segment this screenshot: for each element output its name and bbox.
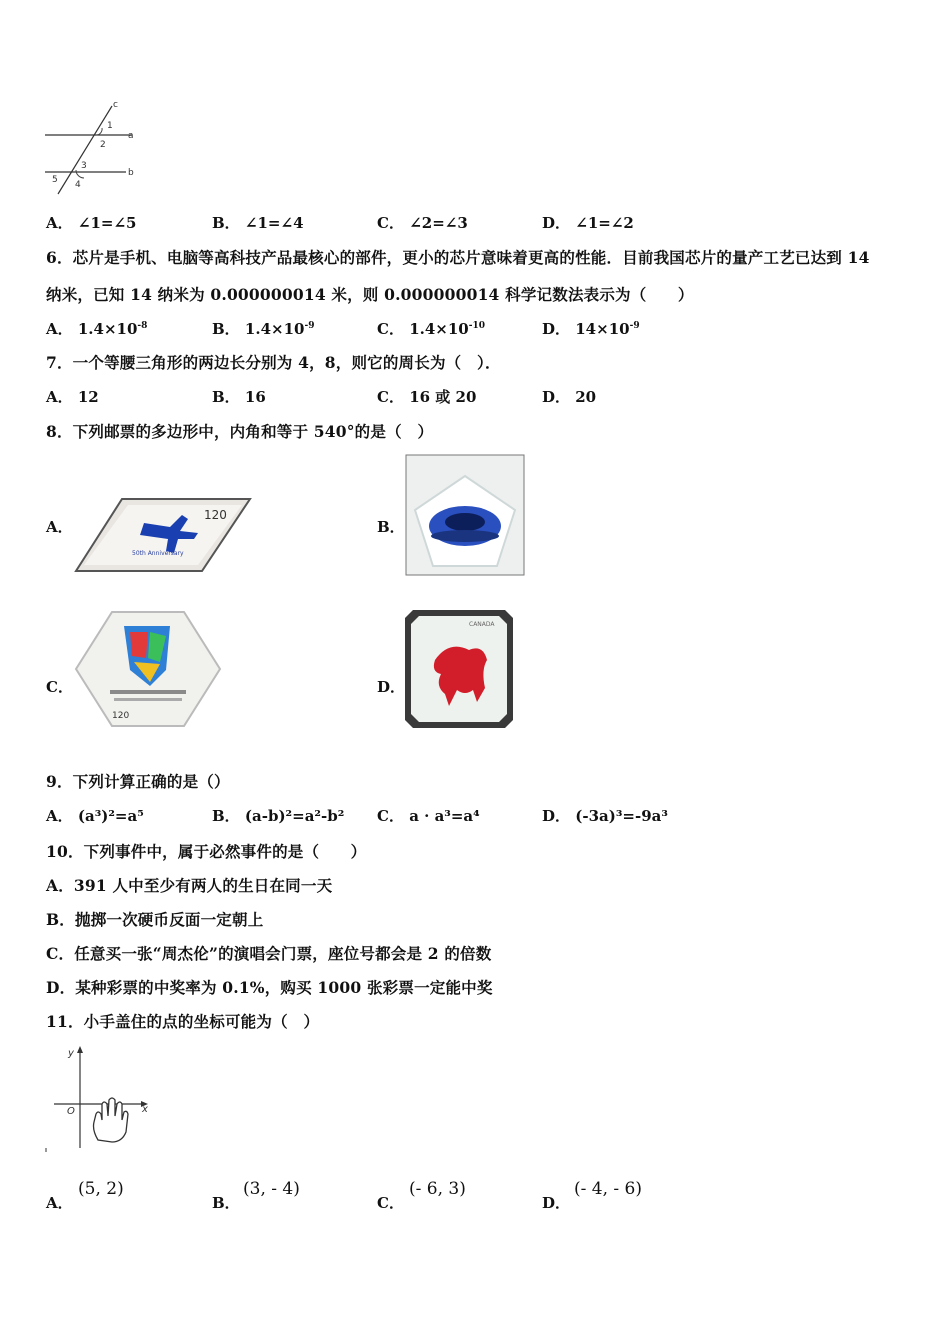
line-c (58, 106, 112, 194)
q6-stem-line1: 6．芯片是手机、电脑等高科技产品最核心的部件，更小的芯片意味着更高的性能．目前我国芯片的量产工艺已达到 14 (46, 248, 870, 267)
q11-stem: 11．小手盖住的点的坐标可能为（ ） (46, 1012, 320, 1031)
svg-text:50th Anniversary: 50th Anniversary (132, 550, 184, 557)
q9-option-c[interactable]: C． a · a³=a⁴ (377, 807, 480, 825)
q11-option-d-coord: (- 4, - 6) (574, 1179, 642, 1199)
stamp-pentagon[interactable] (405, 454, 525, 576)
q9-stem: 9．下列计算正确的是（） (46, 772, 230, 791)
q8-option-b-label[interactable]: B． (377, 518, 405, 536)
q8-option-c-label[interactable]: C． (46, 678, 73, 696)
q6-option-d[interactable]: D． $14\times 10^{-9}$ (542, 320, 640, 338)
q11-option-a-coord: (5, 2) (78, 1179, 124, 1199)
q6-option-c[interactable]: C． $1.4\times 10^{-10}$ (377, 320, 485, 338)
q7-option-b[interactable]: B． 16 (212, 388, 266, 406)
label-3: 3 (81, 161, 87, 171)
q11-option-b-coord: (3, - 4) (243, 1179, 300, 1199)
q10-stem: 10．下列事件中，属于必然事件的是（ ） (46, 842, 367, 861)
q7-stem: 7．一个等腰三角形的两边长分别为 4，8，则它的周长为（ ）． (46, 353, 501, 372)
label-5: 5 (52, 175, 58, 185)
q8-option-d-label[interactable]: D． (377, 678, 406, 696)
q9-option-d[interactable]: D． (-3a)³=-9a³ (542, 807, 668, 825)
coordinate-hand-figure (44, 1044, 154, 1152)
q5-option-d[interactable]: D． ∠1=∠2 (542, 214, 634, 232)
q10-option-a[interactable]: A．391 人中至少有两人的生日在同一天 (46, 876, 333, 895)
q10-option-c[interactable]: C．任意买一张“周杰伦”的演唱会门票，座位号都会是 2 的倍数 (46, 944, 492, 963)
q8-stem: 8．下列邮票的多边形中，内角和等于 540°的是（ ） (46, 422, 434, 441)
svg-text:120: 120 (112, 711, 130, 721)
label-c: c (113, 100, 118, 110)
q8-option-a-label[interactable]: A． (46, 518, 73, 536)
label-b: b (128, 168, 134, 178)
q11-option-c-coord: (- 6, 3) (409, 1179, 466, 1199)
axis-x-label: x (142, 1104, 148, 1115)
q9-option-a[interactable]: A． (a³)²=a⁵ (46, 807, 144, 825)
q6-option-a[interactable]: A． $1.4\times 10^{-8}$ (46, 320, 148, 338)
stamp-hexagon[interactable] (74, 610, 222, 728)
q11-option-d[interactable]: D． (542, 1194, 571, 1212)
axis-y-label: y (68, 1048, 74, 1059)
q5-option-b[interactable]: B． ∠1=∠4 (212, 214, 304, 232)
q10-option-b[interactable]: B．抛掷一次硬币反面一定朝上 (46, 910, 264, 929)
label-1: 1 (107, 121, 113, 131)
q7-option-c[interactable]: C． 16 或 20 (377, 388, 477, 406)
q10-option-d[interactable]: D．某种彩票的中奖率为 0.1%，购买 1000 张彩票一定能中奖 (46, 978, 493, 997)
q6-stem-line2: 纳米，已知 14 纳米为 0.000000014 米，则 0.000000014 科学记数法表示为（ ） (46, 285, 694, 304)
q11-option-a[interactable]: A． (46, 1194, 73, 1212)
svg-text:CANADA: CANADA (469, 621, 495, 628)
q9-option-b[interactable]: B． (a-b)²=a²-b² (212, 807, 345, 825)
q5-option-a[interactable]: A． ∠1=∠5 (46, 214, 137, 232)
q11-option-c[interactable]: C． (377, 1194, 404, 1212)
q7-option-a[interactable]: A． 12 (46, 388, 99, 406)
svg-text:120: 120 (204, 508, 227, 522)
q7-option-d[interactable]: D． 20 (542, 388, 597, 406)
label-4: 4 (75, 180, 81, 190)
stamp-octagon[interactable] (405, 610, 513, 728)
label-2: 2 (100, 140, 106, 150)
q5-option-c[interactable]: C． ∠2=∠3 (377, 214, 468, 232)
stamp-parallelogram[interactable] (74, 497, 252, 573)
label-a: a (128, 131, 134, 141)
q6-option-b[interactable]: B． $1.4\times 10^{-9}$ (212, 320, 315, 338)
parallel-lines-figure (40, 98, 150, 198)
q11-option-b[interactable]: B． (212, 1194, 240, 1212)
origin-label: O (67, 1106, 75, 1117)
